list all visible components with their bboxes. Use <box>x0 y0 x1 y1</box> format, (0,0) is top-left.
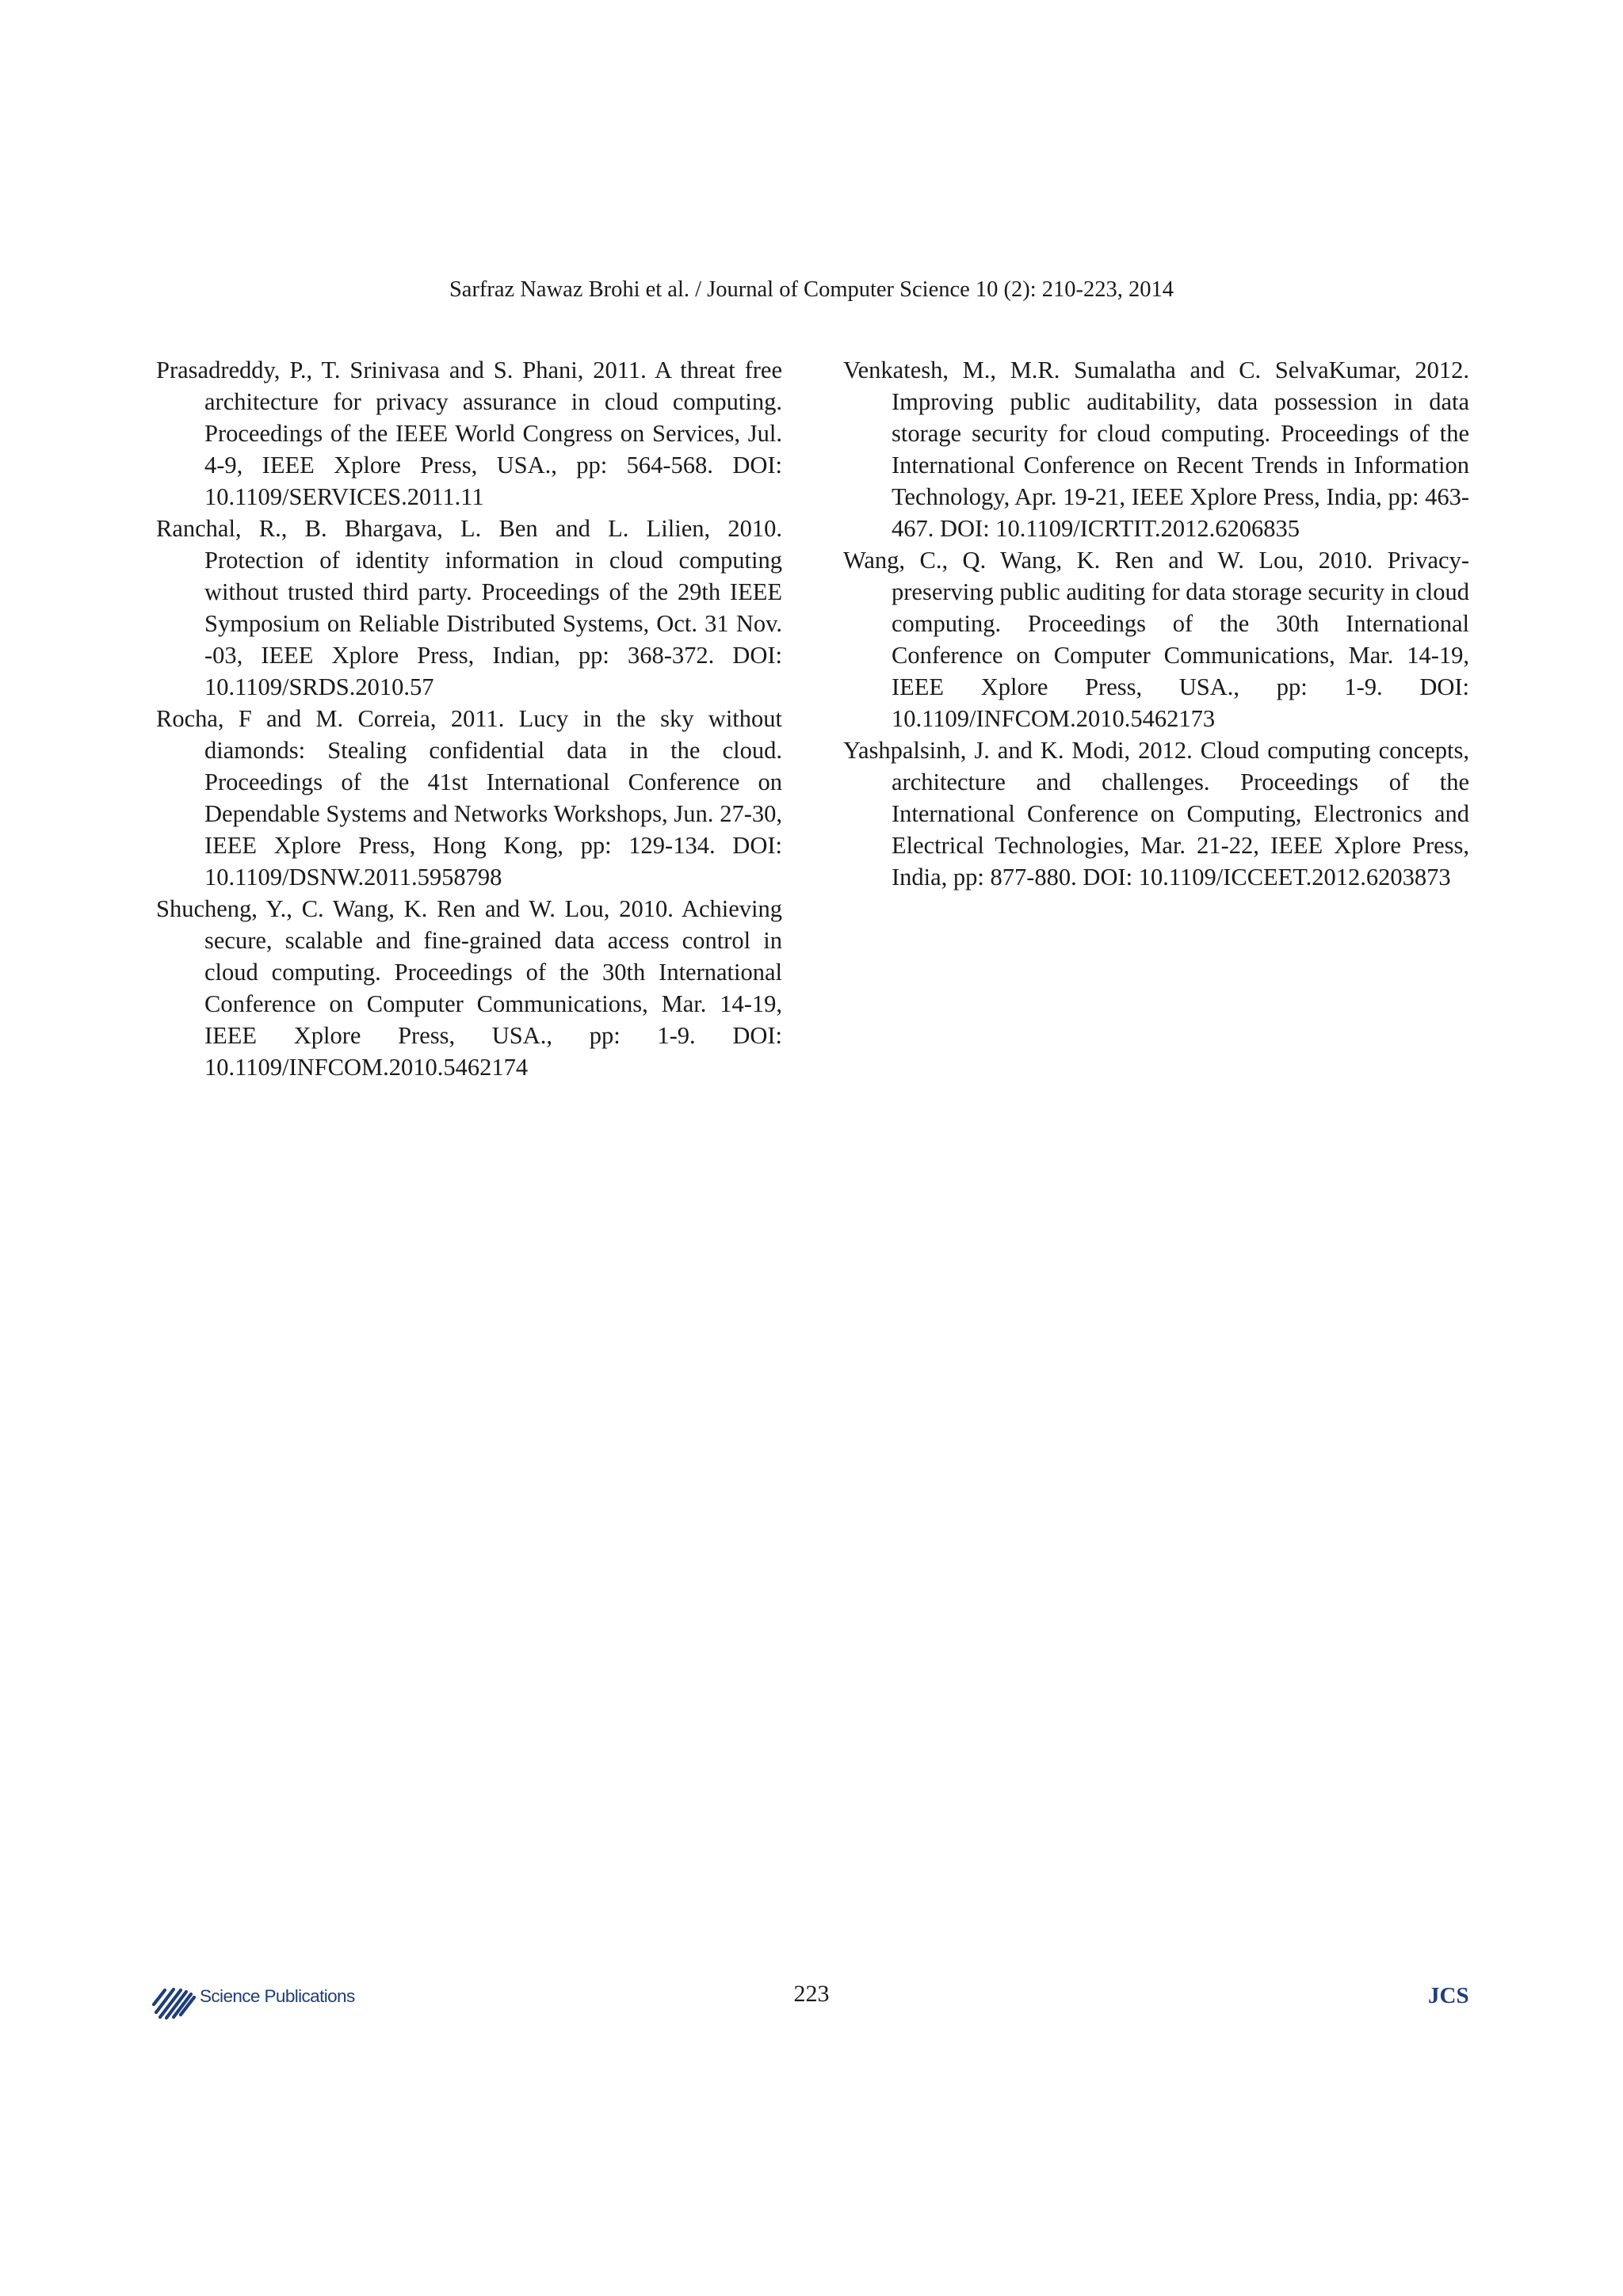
page-number: 223 <box>793 1981 830 2007</box>
reference-entry: Yashpalsinh, J. and K. Modi, 2012. Cloud computing concepts, architecture and challenges. Proceedings of the International Conference on Computing, Electronics and Electrical Technologies, Mar. 21-22, IEEE Xplore Press, India, pp: 877-880. DOI: 10.1109/ICCEET.2012.6203873 <box>843 737 1469 891</box>
references-right-column <box>843 354 1469 893</box>
reference-entry: Prasadreddy, P., T. Srinivasa and S. Phani, 2011. A threat free architecture for privacy assurance in cloud computing. Proceedings of the IEEE World Congress on Services, Jul. 4-9, IEEE Xplore Press, USA., pp: 564-568. DOI: 10.1109/SERVICES.2011.11 <box>156 357 782 510</box>
journal-abbreviation: JCS <box>1428 1983 1469 2008</box>
reference-entry: Venkatesh, M., M.R. Sumalatha and C. SelvaKumar, 2012. Improving public auditability, data possession in data storage security for cloud computing. Proceedings of the International Conference on Recent Trends in Information Technology, Apr. 19-21, IEEE Xplore Press, India, pp: 463-467. DOI: 10.1109/ICRTIT.2012.6206835 <box>843 357 1469 542</box>
reference-entry: Wang, C., Q. Wang, K. Ren and W. Lou, 2010. Privacy-preserving public auditing for data storage security in cloud computing. Proceedings of the 30th International Conference on Computer Communications, Mar. 14-19, IEEE Xplore Press, USA., pp: 1-9. DOI: 10.1109/INFCOM.2010.5462173 <box>843 547 1469 732</box>
reference-entry: Rocha, F and M. Correia, 2011. Lucy in the sky without diamonds: Stealing confidential data in the cloud. Proceedings of the 41st International Conference on Dependable Systems and Networks Workshops, Jun. 27-30, IEEE Xplore Press, Hong Kong, pp: 129-134. DOI: 10.1109/DSNW.2011.5958798 <box>156 705 782 891</box>
publisher-name: Science Publications <box>200 1986 355 2006</box>
running-header: Sarfraz Nawaz Brohi et al. / Journal of Computer Science 10 (2): 210-223, 2014 <box>449 277 1174 302</box>
reference-entry: Shucheng, Y., C. Wang, K. Ren and W. Lou, 2010. Achieving secure, scalable and fine-grained data access control in cloud computing. Proceedings of the 30th International Conference on Computer Communications, Mar. 14-19, IEEE Xplore Press, USA., pp: 1-9. DOI: 10.1109/INFCOM.2010.5462174 <box>156 895 782 1081</box>
reference-entry: Ranchal, R., B. Bhargava, L. Ben and L. Lilien, 2010. Protection of identity information in cloud computing without trusted third party. Proceedings of the 29th IEEE Symposium on Reliable Distributed Systems, Oct. 31 Nov. -03, IEEE Xplore Press, Indian, pp: 368-372. DOI: 10.1109/SRDS.2010.57 <box>156 515 782 700</box>
references-left-column <box>156 354 782 1083</box>
